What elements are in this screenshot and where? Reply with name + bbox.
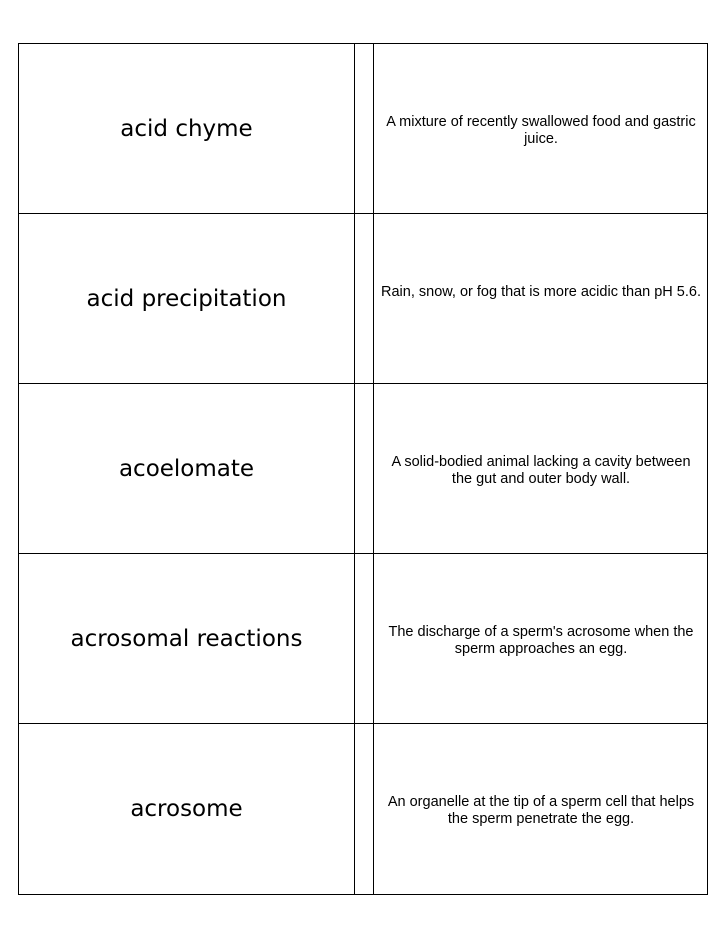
fold-gutter <box>354 214 374 384</box>
card-term: acid chyme <box>120 116 253 142</box>
flashcard-row <box>19 214 707 384</box>
fold-gutter <box>354 724 374 894</box>
card-definition: The discharge of a sperm's acrosome when the sperm approaches an egg. <box>388 624 694 657</box>
card-term: acoelomate <box>118 456 255 482</box>
fold-gutter <box>354 384 374 554</box>
fold-gutter <box>354 44 374 214</box>
flashcard-row <box>19 384 707 554</box>
card-definition: Rain, snow, or fog that is more acidic than pH 5.6. <box>381 284 701 300</box>
flashcard-row <box>19 554 707 724</box>
card-term: acrosome <box>130 796 243 822</box>
flashcard-sheet <box>18 43 708 895</box>
card-term: acrosomal reactions <box>70 626 303 652</box>
card-definition: A mixture of recently swallowed food and gastric juice. <box>386 114 696 147</box>
card-term: acid precipitation <box>86 286 287 312</box>
card-definition: A solid-bodied animal lacking a cavity between the gut and outer body wall. <box>391 454 691 487</box>
fold-gutter <box>354 554 374 724</box>
flashcard-row <box>19 724 707 894</box>
card-definition: An organelle at the tip of a sperm cell that helps the sperm penetrate the egg. <box>387 794 695 827</box>
flashcard-row <box>19 44 707 214</box>
